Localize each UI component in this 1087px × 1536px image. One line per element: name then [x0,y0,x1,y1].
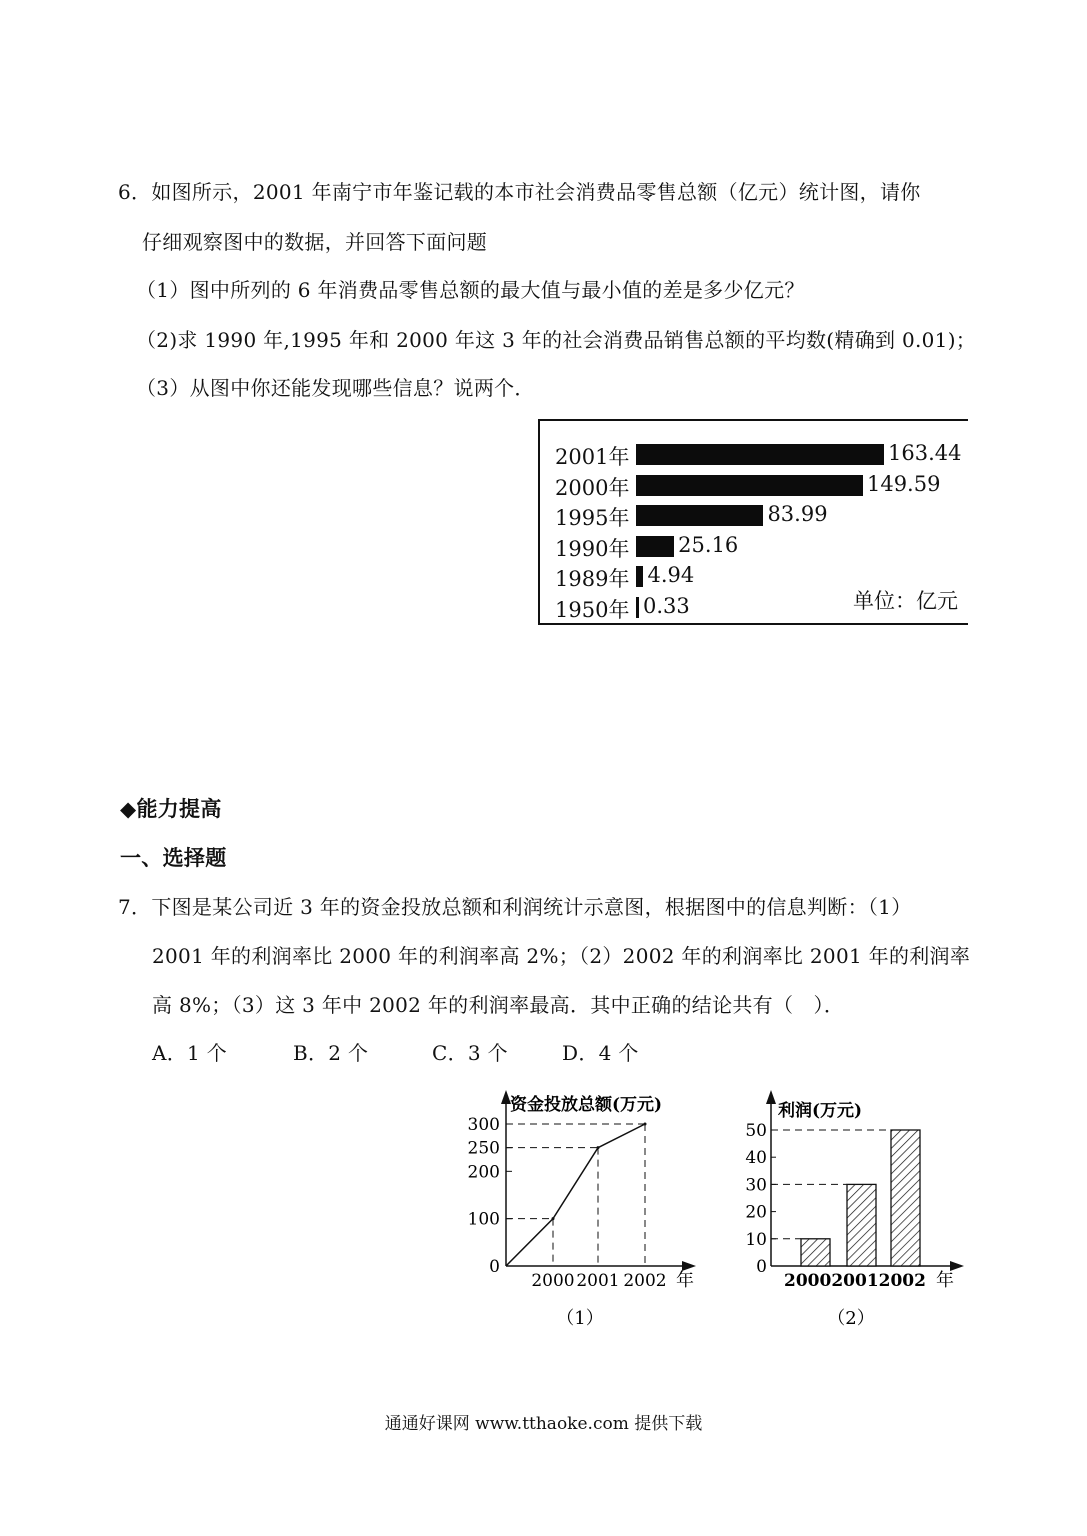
y-tick-label: 20 [745,1202,767,1223]
y-tick-label: 300 [467,1115,500,1135]
section-subheading: 一、选择题 [120,845,227,870]
q6-sub1: （1）图中所列的 6 年消费品零售总额的最大值与最小值的差是多少亿元？ [136,278,805,302]
y-tick-label: 200 [467,1162,500,1183]
bar-category-label: 1950年 [555,597,630,622]
data-point [644,1123,647,1126]
bar-category-label: 1989年 [555,567,630,591]
bar-category-label: 1995年 [555,506,630,530]
bar-row [540,531,968,561]
bar-value-label: 149.59 [866,471,941,496]
bar [636,566,643,587]
bar [636,597,639,618]
bar [801,1239,830,1266]
bar [636,475,863,496]
bar-value-label: 83.99 [767,502,828,526]
y-tick-label: 30 [745,1175,767,1196]
series-line [506,1124,645,1266]
y-tick-label: 50 [745,1121,767,1141]
x-tick-labels: 200020012002 [784,1271,926,1291]
y-tick-label: 40 [745,1148,767,1169]
bar-row [540,439,968,469]
x-axis-label: 年 [676,1270,694,1291]
data-point [597,1146,600,1149]
y-tick-label: 100 [467,1209,500,1230]
bar [636,536,674,557]
bar-row [540,592,968,622]
x-tick-label: 2002 [623,1271,667,1291]
x-tick-label: 2001 [576,1271,620,1291]
bar [891,1130,920,1266]
retail-sales-bar-chart [538,419,968,625]
q7-option-d: D．4 个 [562,1041,639,1065]
bar-row [540,561,968,591]
chart-title: 利润(万元) [778,1101,863,1121]
bar-row [540,500,968,530]
footer: 通通好课网 www.tthaoke.com 提供下载 [384,1414,703,1434]
q7-line3: 高 8%；（3）这 3 年中 2002 年的利润率最高．其中正确的结论共有（ ）． [152,993,845,1017]
y-tick-label: 10 [745,1229,767,1250]
y-tick-label: 0 [756,1257,767,1277]
bar [847,1184,876,1266]
bar-value-label: 25.16 [678,532,739,557]
bar [636,444,884,465]
q7-line2: 2001 年的利润率比 2000 年的利润率高 2%；（2）2002 年的利润率比 2001 年的利润率 [152,944,971,968]
bar-value-label: 0.33 [643,593,690,618]
bar-value-label: 4.94 [647,563,695,587]
unit-label: 单位：亿元 [853,589,958,613]
chart-title: 资金投放总额(万元) [510,1095,663,1115]
investment-line-chart [440,1080,710,1340]
chart-caption: （1） [556,1308,604,1329]
bar-row [540,470,968,500]
chart-caption: （2） [827,1308,875,1329]
q7-option-c: C．3 个 [432,1041,508,1065]
q7-option-b: B．2 个 [293,1041,369,1065]
q7-line1: 7．下图是某公司近 3 年的资金投放总额和利润统计示意图，根据图中的信息判断：（1） [118,895,912,919]
x-tick-label: 2000 [531,1271,575,1291]
bar [636,505,763,526]
y-tick-label: 250 [467,1138,500,1159]
q6-line1: 6．如图所示，2001 年南宁市年鉴记载的本市社会消费品零售总额（亿元）统计图，请你 [118,180,921,204]
section-heading: ◆能力提高 [120,796,222,821]
bar-category-label: 2001年 [555,445,630,469]
q7-option-a: A．1 个 [152,1041,228,1065]
bar-category-label: 1990年 [555,536,630,561]
q6-sub3: （3）从图中你还能发现哪些信息？说两个． [136,376,535,400]
y-tick-label: 0 [489,1257,500,1277]
data-point [552,1217,555,1220]
bar-value-label: 163.44 [888,441,962,465]
q6-line2: 仔细观察图中的数据，并回答下面问题 [142,230,488,254]
profit-bar-chart [730,1080,970,1340]
x-axis-label: 年 [936,1270,954,1291]
q6-sub2: （2)求 1990 年,1995 年和 2000 年这 3 年的社会消费品销售总额的平均数(精确到 0.01)； [136,328,977,352]
bar-category-label: 2000年 [555,475,630,500]
y-axis-arrow [766,1090,776,1104]
